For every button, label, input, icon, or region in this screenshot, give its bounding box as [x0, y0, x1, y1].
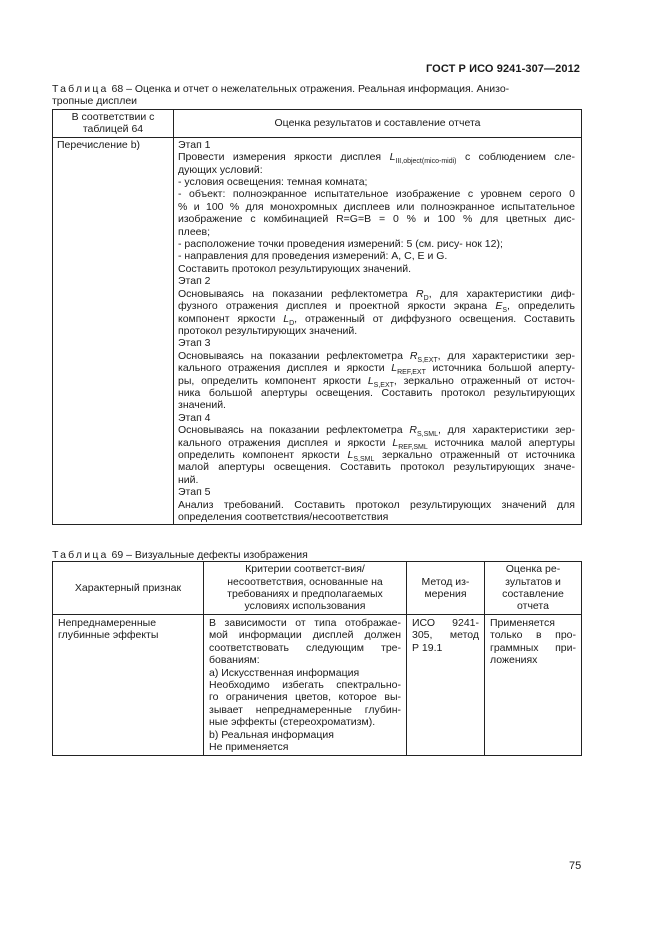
stage-1-line: дующих условий: — [178, 163, 263, 176]
criteria-line: ные эффекты (стереохроматизм). — [209, 716, 376, 729]
criteria-line: зывает непреднамеренные глубин- — [209, 703, 401, 716]
table-68-col1-header: В соответствии с таблицей 64 — [53, 110, 174, 138]
stage-2-line: протокол результирующих значений. — [178, 324, 358, 337]
stage-1-line: - объект: полноэкранное испытательное изображение с уровнем серого 0 — [178, 188, 575, 201]
stage-3-line: значений. — [178, 399, 226, 412]
document-header: ГОСТ Р ИСО 9241-307—2012 — [425, 63, 580, 75]
table-69-col3-header: Метод из-мерения — [407, 562, 485, 615]
table-68 — [52, 109, 582, 525]
caption-text: 68 – Оценка и отчет о нежелательных отражения. Реальная информация. Анизо- — [108, 83, 510, 95]
evaluation-line: Применяется — [490, 617, 555, 629]
table-69-col4-header: Оценка ре-зультатов и составление отчета — [485, 562, 582, 615]
stage-1-line: изображение с комбинацией R=G=B = 0 % и 100 % для цветных дис- — [178, 213, 575, 226]
table-69-col2-header: Критерии соответст-вия/несоответствия, основанные на требованиях и предполагаемых условиях использования — [204, 562, 407, 615]
evaluation-cell — [485, 615, 582, 756]
evaluation-line: граммных при- — [490, 641, 576, 654]
criteria-line: го ограничения цветов, которое вы- — [209, 691, 401, 704]
stage-5-line: определения соответствия/несоответствия — [178, 511, 389, 523]
stage-4-line: ний. — [178, 473, 199, 486]
stage-1-line: плеев; — [178, 225, 210, 238]
stage-3-line: кального отражения дисплея и яркости $L_{REF,EXT}$ источника большой аперту- — [178, 362, 575, 377]
table-68-col2-header: Оценка результатов и составление отчета — [174, 110, 582, 138]
stage-2-title: Этап 2 — [178, 275, 211, 288]
stage-4-title: Этап 4 — [178, 411, 211, 424]
stage-4-line: Основываясь на показании рефлектометра $R_{S,SML}$, для характеристики зер- — [178, 424, 575, 439]
stage-4-line: малой апертуры освещения. Составить протокол результирующих значе- — [178, 461, 575, 474]
caption-label: Таблица — [52, 83, 109, 95]
criteria-line: бованиям: — [209, 654, 260, 667]
criteria-line: Необходимо избегать спектрально- — [209, 679, 401, 692]
table-68-caption — [52, 83, 582, 107]
stage-1-title: Этап 1 — [178, 138, 211, 151]
method-cell — [407, 615, 485, 756]
stage-3-title: Этап 3 — [178, 337, 211, 350]
stage-4-line: определить компонент яркости $L_{S,SML}$ зеркально отраженный от источника — [178, 448, 575, 464]
stage-2-line: компонент яркости $L_D$, отраженный от диффузного освещения. Составить — [178, 312, 575, 327]
page-number: 75 — [569, 860, 582, 872]
criteria-line: соответствовать следующим тре- — [209, 641, 401, 654]
caption-text-continued: тропные дисплеи — [52, 95, 138, 107]
table-69 — [52, 561, 582, 756]
criteria-line: В зависимости от типа отображае- — [209, 617, 401, 629]
stage-3-line: ника большой апертуры освещения. Составить протокол результирующих — [178, 386, 575, 399]
table-68-evaluation-cell — [174, 137, 582, 525]
criteria-line: a) Искусственная информация — [209, 666, 360, 679]
evaluation-line: только в про- — [490, 629, 576, 642]
evaluation-line: ложениях — [490, 654, 538, 667]
stage-1-line: - направления для проведения измерений: A, C, E и G. — [178, 250, 448, 263]
stage-1-line: - расположение точки проведения измерений: 5 (см. рису- нок 12); — [178, 238, 503, 251]
criteria-line: Не применяется — [209, 741, 289, 754]
stage-1-line: Составить протокол результирующих значений. — [178, 262, 411, 275]
table-69-caption — [52, 549, 582, 561]
stage-4-line: кального отражения дисплея и яркости $L_{REF,SML}$ источника малой апертуры — [178, 436, 575, 451]
caption-text: 69 – Визуальные дефекты изображения — [108, 549, 308, 561]
criteria-line: b) Реальная информация — [209, 728, 334, 741]
caption-label: Таблица — [52, 549, 109, 561]
stage-1-line: Провести измерения яркости дисплея $L_{III,object(mico-midi)}$ с соблюдением сле- — [178, 151, 575, 166]
table-row — [53, 615, 582, 756]
table-68-row-label: Перечисление b) — [53, 137, 174, 525]
stage-1-line: - условия освещения: темная комната; — [178, 176, 368, 189]
stage-2-line: Основываясь на показании рефлектометра $R_D$, для характеристики диф- — [178, 287, 575, 302]
stage-1-line: % и 100 % для монохромных дисплеев или полноэкранное испытательное — [178, 200, 575, 213]
stage-2-line: фузного отражения дисплея и проектной яркости экрана $E_S$, определить — [178, 300, 575, 315]
table-69-col1-header: Характерный признак — [53, 562, 204, 615]
feature-cell: Непреднамеренные глубинные эффекты — [53, 615, 204, 756]
method-line: ИСО 9241- — [412, 617, 479, 629]
criteria-line: мой информации дисплей должен — [209, 629, 401, 642]
stage-5-line: Анализ требований. Составить протокол результирующих значений для — [178, 498, 575, 511]
criteria-cell — [204, 615, 407, 756]
method-line: 305, метод — [412, 629, 479, 642]
method-line: Р 19.1 — [412, 641, 443, 654]
stage-3-line: Основываясь на показании рефлектометра $R_{S,EXT}$, для характеристики зер- — [178, 349, 575, 364]
stage-5-title: Этап 5 — [178, 486, 211, 499]
stage-3-line: ры, определить компонент яркости $L_{S,EXT}$, зеркально отраженный от источ- — [178, 374, 575, 389]
